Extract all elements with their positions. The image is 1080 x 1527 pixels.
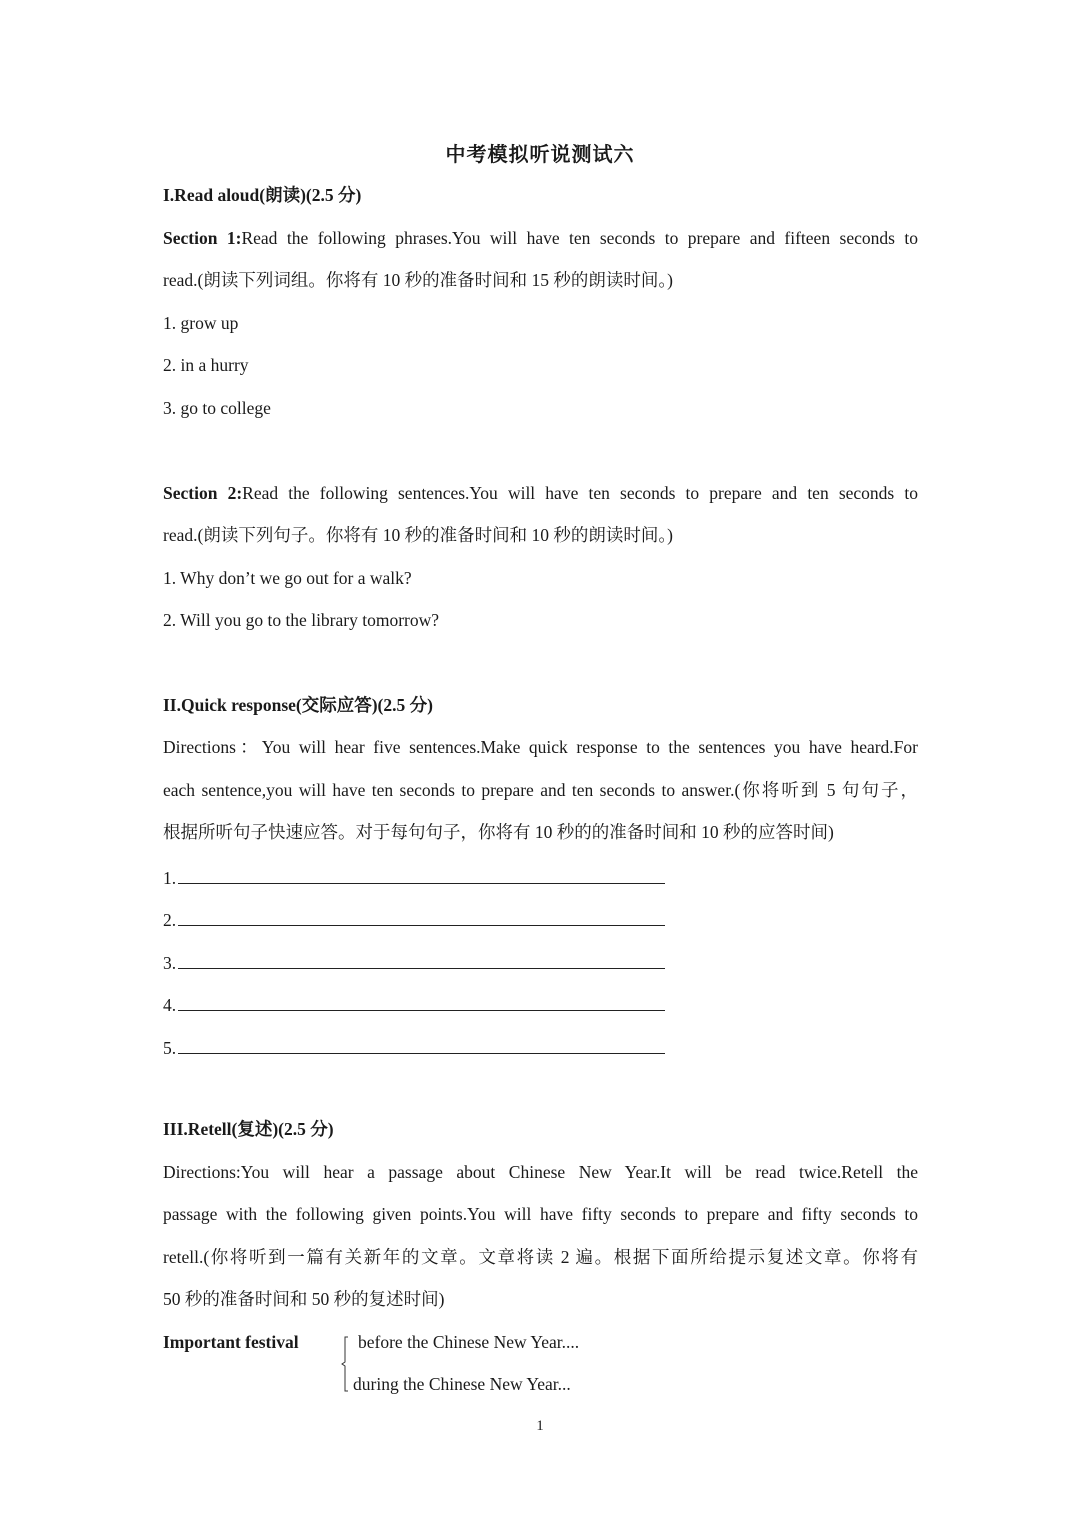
retell-label: Important festival: [163, 1332, 299, 1352]
page-number: 1: [536, 1418, 544, 1434]
retell-point: before the Chinese New Year....: [358, 1332, 580, 1352]
answer-number: 5.: [163, 1038, 177, 1058]
section1-text: Read the following phrases.You will have ten seconds to prepare and fifteen seconds to: [241, 228, 918, 248]
part2-heading: II.Quick response(交际应答)(2.5 分): [163, 695, 433, 715]
sentence-item: 2. Will you go to the library tomorrow?: [163, 610, 440, 630]
part2-directions-line3: 根据所听句子快速应答。对于每句句子，你将有 10 秒的的准备时间和 10 秒的应答时间): [163, 822, 834, 842]
retell-point: during the Chinese New Year...: [353, 1374, 571, 1394]
answer-number: 4.: [163, 995, 177, 1015]
phrase-item: 1. grow up: [163, 313, 239, 333]
answer-number: 3.: [163, 953, 177, 973]
section1-label: Section 1:: [163, 228, 242, 248]
part3-directions-line2: passage with the following given points.You will have fifty seconds to prepare and fifty seconds to: [163, 1204, 918, 1224]
part1-heading: I.Read aloud(朗读)(2.5 分): [163, 185, 362, 205]
answer-blank-row: [163, 1033, 665, 1060]
answer-blank-line[interactable]: [178, 948, 665, 969]
phrase-item: 2. in a hurry: [163, 355, 249, 375]
answer-number: 1.: [163, 868, 177, 888]
section2-line2: read.(朗读下列句子。你将有 10 秒的准备时间和 10 秒的朗读时间。): [163, 525, 673, 545]
part3-directions-line1: Directions:You will hear a passage about Chinese New Year.It will be read twice.Retell the: [163, 1162, 918, 1182]
answer-blank-row: [163, 863, 665, 890]
section1-line2: read.(朗读下列词组。你将有 10 秒的准备时间和 15 秒的朗读时间。): [163, 270, 673, 290]
answer-blank-line[interactable]: [178, 990, 665, 1011]
sentence-item: 1. Why don’t we go out for a walk?: [163, 568, 412, 588]
answer-blank-row: [163, 948, 665, 975]
part3-directions-line3: retell.(你将听到一篇有关新年的文章。文章将读 2 遍。根据下面所给提示复述文章。你将有: [163, 1247, 918, 1267]
section2-text: Read the following sentences.You will have ten seconds to prepare and ten seconds to: [242, 483, 918, 503]
part3-directions-line4: 50 秒的准备时间和 50 秒的复述时间): [163, 1289, 445, 1309]
section2-label: Section 2:: [163, 483, 243, 503]
brace-icon: [341, 1336, 349, 1392]
answer-blank-row: [163, 905, 665, 932]
answer-blank-row: [163, 990, 665, 1017]
answer-blank-line[interactable]: [178, 905, 665, 926]
answer-number: 2.: [163, 910, 177, 930]
phrase-item: 3. go to college: [163, 398, 271, 418]
part3-heading: III.Retell(复述)(2.5 分): [163, 1119, 334, 1139]
part2-directions-line2: each sentence,you will have ten seconds to prepare and ten seconds to answer.(你将听到 5 句句子，: [163, 780, 918, 800]
answer-blank-line[interactable]: [178, 863, 665, 884]
answer-blank-line[interactable]: [178, 1033, 665, 1054]
part2-directions-line1: Directions：You will hear five sentences.Make quick response to the sentences you have heard.For: [163, 737, 918, 757]
section2-line1: [163, 481, 918, 505]
page-title: 中考模拟听说测试六: [445, 142, 635, 166]
section1-line1: [163, 226, 918, 250]
